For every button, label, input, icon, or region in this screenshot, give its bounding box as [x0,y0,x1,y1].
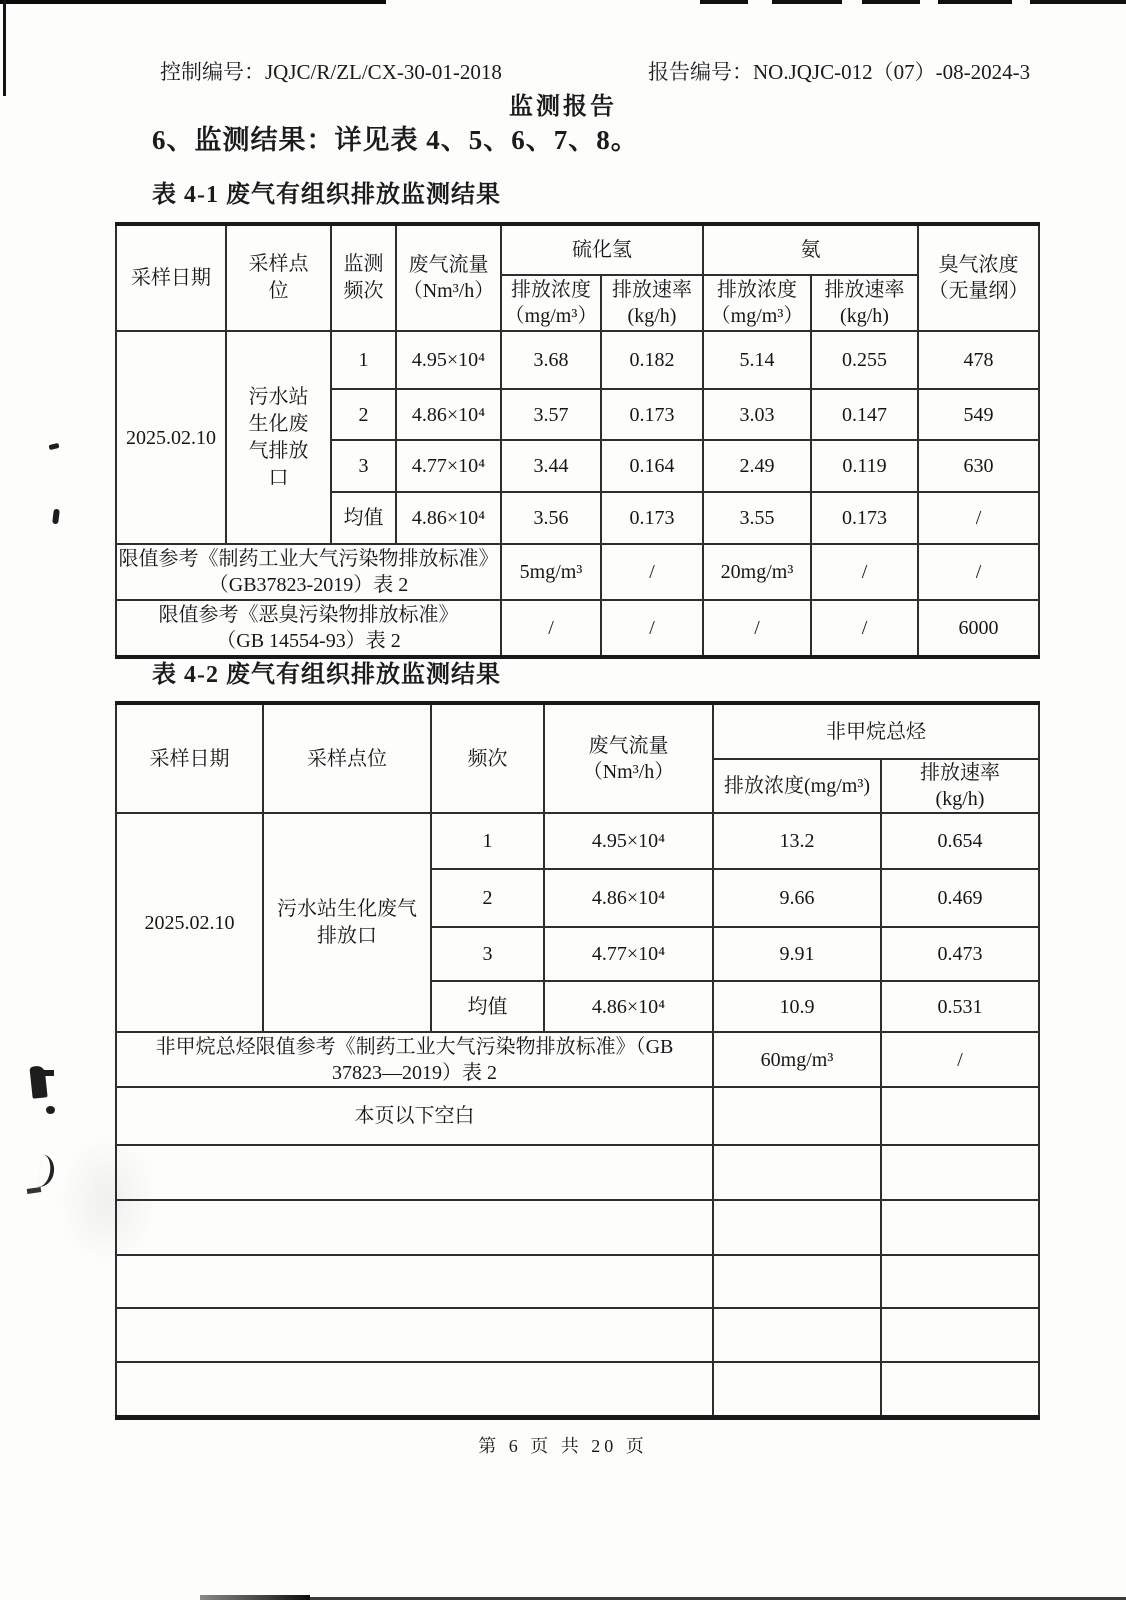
group-header-nmhc: 非甲烷总烃 [713,703,1039,759]
cell-flow: 4.77×10⁴ [544,927,713,981]
cell-empty [713,1362,881,1417]
col-header-nh3-conc: 排放浓度 （mg/m³） [703,275,811,331]
cell-nh3-conc-limit: 20mg/m³ [703,544,811,600]
table-4-1 [115,222,1040,659]
cell-flow: 4.95×10⁴ [544,813,713,869]
ink-smudge [29,1065,47,1098]
col-header-frequency: 频次 [431,703,544,813]
cell-empty [713,1255,881,1308]
table-row-empty [116,1200,1039,1255]
cell-sample-date: 2025.02.10 [116,331,226,544]
cell-nmhc-conc: 10.9 [713,981,881,1032]
col-header-h2s-rate: 排放速率 (kg/h) [601,275,703,331]
cell-limit-label: 限值参考《制药工业大气污染物排放标准》 （GB37823-2019）表 2 [116,544,501,600]
table-row [116,813,1039,869]
cell-empty [881,1362,1039,1417]
cell-empty [881,1200,1039,1255]
cell-h2s-conc: 3.57 [501,389,601,440]
cell-nmhc-rate: 0.654 [881,813,1039,869]
cell-freq: 2 [331,389,396,440]
cell-nmhc-conc: 9.91 [713,927,881,981]
table-row-empty [116,1308,1039,1362]
cell-h2s-conc: 3.44 [501,440,601,492]
cell-nmhc-conc-limit: 60mg/m³ [713,1032,881,1087]
table-row [116,703,1039,759]
page-number: 第 6 页 共 20 页 [478,1436,648,1456]
cell-sample-point: 污水站生化废气排放口 [263,813,431,1032]
table-row-empty [116,1145,1039,1200]
cell-nmhc-rate: 0.473 [881,927,1039,981]
cell-freq: 1 [431,813,544,869]
scan-edge-top-left [0,0,386,4]
scan-edge-dash [938,0,1012,4]
cell-odor: 549 [918,389,1039,440]
cell-flow: 4.86×10⁴ [544,981,713,1032]
scan-edge-dash [700,0,748,4]
ink-smudge [38,1154,57,1189]
cell-empty [881,1087,1039,1145]
scan-edge-dash [862,0,920,4]
cell-freq: 1 [331,331,396,389]
cell-odor: / [918,492,1039,544]
col-header-sample-point: 采样点位 [226,224,331,331]
cell-freq: 均值 [331,492,396,544]
table-row-limit [116,1032,1039,1087]
cell-flow: 4.86×10⁴ [544,869,713,927]
cell-nh3-rate: 0.173 [811,492,918,544]
col-header-nmhc-rate: 排放速率 (kg/h) [881,759,1039,813]
table-row-limit [116,600,1039,657]
cell-h2s-conc: 3.56 [501,492,601,544]
cell-odor-limit: 6000 [918,600,1039,657]
cell-empty [713,1308,881,1362]
cell-empty [116,1145,713,1200]
cell-freq: 2 [431,869,544,927]
cell-h2s-rate-limit: / [601,600,703,657]
cell-h2s-conc: 3.68 [501,331,601,389]
cell-odor: 478 [918,331,1039,389]
ink-smudge [42,1070,54,1076]
scan-edge-dash [1030,0,1126,4]
cell-nh3-rate-limit: / [811,600,918,657]
cell-flow: 4.86×10⁴ [396,389,501,440]
ink-smudge [46,1106,55,1114]
cell-nmhc-conc: 13.2 [713,813,881,869]
cell-flow: 4.86×10⁴ [396,492,501,544]
cell-nmhc-rate: 0.531 [881,981,1039,1032]
cell-odor: 630 [918,440,1039,492]
group-header-nh3: 氨 [703,224,918,275]
col-header-flow: 废气流量 （Nm³/h） [396,224,501,331]
table-row [116,331,1039,389]
cell-empty [881,1145,1039,1200]
control-number: 控制编号：JQJC/R/ZL/CX-30-01-2018 [160,60,502,84]
cell-nh3-conc-limit: / [703,600,811,657]
cell-h2s-rate: 0.173 [601,389,703,440]
cell-empty [713,1200,881,1255]
document-title: 监测报告 [509,94,617,120]
scan-edge-bottom-left [200,1595,310,1600]
table-row-empty [116,1255,1039,1308]
section-heading: 6、监测结果：详见表 4、5、6、7、8。 [152,125,639,155]
cell-nh3-rate: 0.147 [811,389,918,440]
cell-h2s-rate: 0.164 [601,440,703,492]
cell-empty [116,1362,713,1417]
ink-smudge [27,1187,42,1194]
cell-nh3-conc: 2.49 [703,440,811,492]
cell-empty [116,1308,713,1362]
cell-h2s-rate: 0.173 [601,492,703,544]
cell-h2s-conc-limit: / [501,600,601,657]
cell-flow: 4.95×10⁴ [396,331,501,389]
cell-h2s-rate: 0.182 [601,331,703,389]
cell-h2s-rate-limit: / [601,544,703,600]
col-header-sample-date: 采样日期 [116,224,226,331]
cell-blank-note: 本页以下空白 [116,1087,713,1145]
col-header-odor: 臭气浓度 （无量纲） [918,224,1039,331]
cell-h2s-conc-limit: 5mg/m³ [501,544,601,600]
report-number: 报告编号：NO.JQJC-012（07）-08-2024-3 [648,60,1031,84]
cell-limit-label: 限值参考《恶臭污染物排放标准》 （GB 14554-93）表 2 [116,600,501,657]
cell-nh3-rate: 0.255 [811,331,918,389]
col-header-sample-date: 采样日期 [116,703,263,813]
cell-sample-date: 2025.02.10 [116,813,263,1032]
cell-nh3-conc: 3.03 [703,389,811,440]
cell-nh3-rate: 0.119 [811,440,918,492]
cell-empty [713,1145,881,1200]
table-row-limit [116,544,1039,600]
cell-odor-limit: / [918,544,1039,600]
cell-empty [116,1200,713,1255]
cell-nmhc-rate-limit: / [881,1032,1039,1087]
col-header-flow: 废气流量 （Nm³/h） [544,703,713,813]
table41-title: 表 4-1 废气有组织排放监测结果 [152,182,501,208]
cell-nmhc-rate: 0.469 [881,869,1039,927]
cell-flow: 4.77×10⁴ [396,440,501,492]
scan-edge-left [3,0,6,96]
cell-empty [116,1255,713,1308]
col-header-nh3-rate: 排放速率 (kg/h) [811,275,918,331]
cell-freq: 3 [331,440,396,492]
ink-smudge [52,509,60,525]
cell-limit-label: 非甲烷总烃限值参考《制药工业大气污染物排放标准》（GB 37823—2019）表 2 [116,1032,713,1087]
table-row [116,224,1039,275]
scan-edge-dash [772,0,842,4]
col-header-frequency: 监测频次 [331,224,396,331]
cell-nmhc-conc: 9.66 [713,869,881,927]
cell-freq: 3 [431,927,544,981]
col-header-sample-point: 采样点位 [263,703,431,813]
cell-empty [881,1255,1039,1308]
cell-freq: 均值 [431,981,544,1032]
ink-smudge [49,443,60,450]
table42-title: 表 4-2 废气有组织排放监测结果 [152,662,501,688]
cell-empty [881,1308,1039,1362]
table-row-empty [116,1362,1039,1417]
cell-nh3-rate-limit: / [811,544,918,600]
table-row-blank-note [116,1087,1039,1145]
cell-sample-point: 污水站生化废气排放口 [226,331,331,544]
col-header-h2s-conc: 排放浓度 （mg/m³） [501,275,601,331]
col-header-nmhc-conc: 排放浓度(mg/m³) [713,759,881,813]
cell-nh3-conc: 3.55 [703,492,811,544]
cell-nh3-conc: 5.14 [703,331,811,389]
table-4-2 [115,701,1040,1420]
group-header-h2s: 硫化氢 [501,224,703,275]
cell-empty [713,1087,881,1145]
